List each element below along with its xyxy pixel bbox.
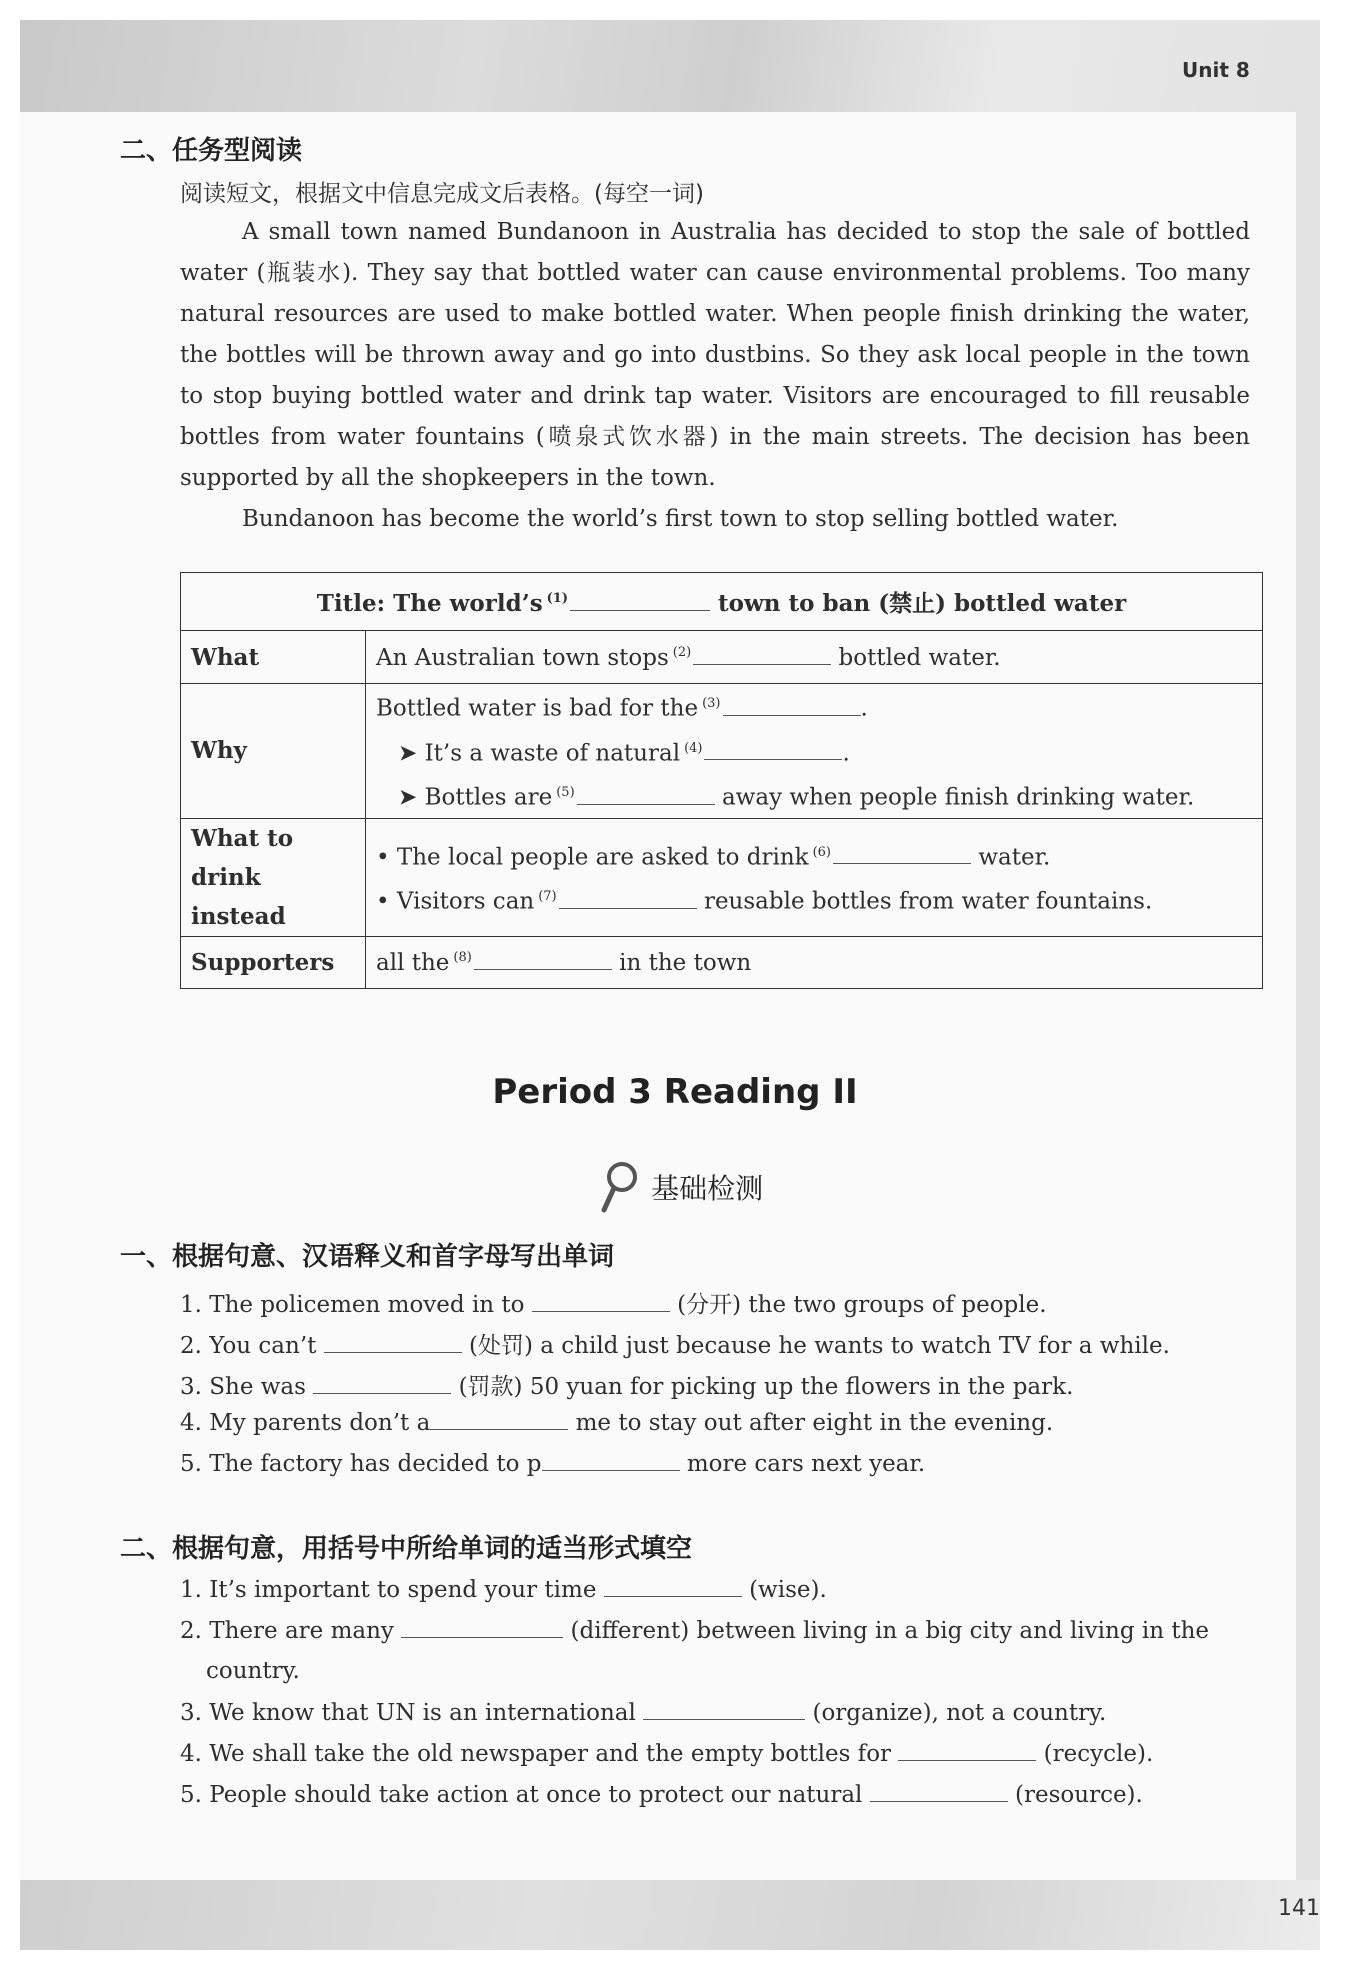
- passage-paragraph: A small town named Bundanoon in Australia has decided to stop the sale of bottled water (瓶装水). They say that bottled water can cause environmental problems. Too many natural resources are used to make bottled water. When people finish drinking the water, the bottles will be thrown away and go into dustbins. So they ask local people in the town to stop buying bottled water and drink tap water. Visitors are encouraged to fill reusable bottles from water fountains (喷泉式饮水器) in the main streets. The decision has been supported by all the shopkeepers in the town.: [180, 219, 1250, 491]
- footer-band: [20, 1880, 1320, 1950]
- answer-blank[interactable]: [313, 1373, 451, 1394]
- row-label: Supporters: [181, 936, 366, 988]
- answer-blank[interactable]: [643, 1699, 805, 1720]
- list-item: 5. The factory has decided to p more cars next year.: [180, 1451, 926, 1477]
- blank-6[interactable]: [833, 843, 971, 864]
- answer-blank[interactable]: [542, 1450, 680, 1471]
- section-heading-word-forms: 二、根据句意，用括号中所给单词的适当形式填空: [120, 1534, 693, 1564]
- table-row: [181, 818, 1263, 936]
- arrow-bullet-icon: ➤: [398, 740, 418, 767]
- arrow-bullet-icon: ➤: [398, 784, 418, 811]
- blank-7[interactable]: [559, 888, 697, 909]
- answer-blank[interactable]: [898, 1740, 1036, 1761]
- answer-blank[interactable]: [604, 1576, 742, 1597]
- section-heading-task-reading: 二、任务型阅读: [120, 136, 303, 166]
- table-row: [181, 936, 1263, 988]
- blank-5[interactable]: [577, 784, 715, 805]
- blank-1[interactable]: [570, 590, 710, 611]
- table-row: [181, 631, 1263, 684]
- answer-blank[interactable]: [532, 1291, 670, 1312]
- magnifier-icon: [598, 1160, 640, 1214]
- reading-passage: [180, 212, 1250, 540]
- page-edge: [1296, 20, 1320, 1950]
- list-item: 2. There are many (different) between living in a big city and living in the: [180, 1618, 1210, 1644]
- list-item: 4. My parents don’t a me to stay out after eight in the evening.: [180, 1410, 1054, 1436]
- answer-blank[interactable]: [870, 1781, 1008, 1802]
- list-item: 2. You can’t (处罚) a child just because he wants to watch TV for a while.: [180, 1333, 1170, 1359]
- answer-blank[interactable]: [430, 1409, 568, 1430]
- section-heading-word-spelling: 一、根据句意、汉语释义和首字母写出单词: [120, 1242, 615, 1272]
- list-item: 1. The policemen moved in to (分开) the two groups of people.: [180, 1292, 1047, 1318]
- row-label: Why: [181, 684, 366, 819]
- list-item: 3. We know that UN is an international (organize), not a country.: [180, 1700, 1107, 1726]
- table-title: Title: The world’s $^{(1)}$ town to ban (禁止) bottled water: [181, 573, 1263, 631]
- answer-blank[interactable]: [401, 1617, 563, 1638]
- period-title: Period 3 Reading II: [492, 1072, 858, 1112]
- table-row: [181, 684, 1263, 819]
- row-content: An Australian town stops $^{(2)}$ bottled water.: [366, 631, 1263, 684]
- basics-check-label: 基础检测: [598, 1160, 763, 1214]
- list-item: 3. She was (罚款) 50 yuan for picking up the flowers in the park.: [180, 1374, 1074, 1400]
- answer-blank[interactable]: [324, 1332, 462, 1353]
- row-label: What: [181, 631, 366, 684]
- row-content: all the $^{(8)}$ in the town: [366, 936, 1263, 988]
- page-number: 141: [1278, 1896, 1320, 1921]
- blank-8[interactable]: [474, 949, 612, 970]
- task-table: [180, 572, 1263, 989]
- bullet-icon: •: [376, 844, 390, 871]
- blank-3[interactable]: [723, 695, 861, 716]
- row-content: • The local people are asked to drink $^{(6)}$ water. • Visitors can $^{(7)}$ reusable bottles from water fountains.: [366, 818, 1263, 936]
- passage-paragraph: Bundanoon has become the world’s first town to stop selling bottled water.: [242, 506, 1119, 532]
- task-instruction: 阅读短文，根据文中信息完成文后表格。(每空一词): [180, 181, 704, 207]
- bullet-icon: •: [376, 889, 390, 916]
- blank-2[interactable]: [693, 644, 831, 665]
- table-title-row: [181, 573, 1263, 631]
- list-item-continuation: country.: [206, 1658, 300, 1684]
- list-item: 1. It’s important to spend your time (wise).: [180, 1577, 827, 1603]
- header-band: [20, 20, 1320, 112]
- unit-label: Unit 8: [1182, 58, 1250, 82]
- list-item: 5. People should take action at once to protect our natural (resource).: [180, 1782, 1143, 1808]
- row-content: Bottled water is bad for the $^{(3)}$ . ➤ It’s a waste of natural $^{(4)}$ . ➤ Bottles are $^{(5)}$ away when people finish drinking water.: [366, 684, 1263, 819]
- list-item: 4. We shall take the old newspaper and the empty bottles for (recycle).: [180, 1741, 1154, 1767]
- blank-4[interactable]: [704, 739, 842, 760]
- row-label: What to drink instead: [181, 818, 366, 936]
